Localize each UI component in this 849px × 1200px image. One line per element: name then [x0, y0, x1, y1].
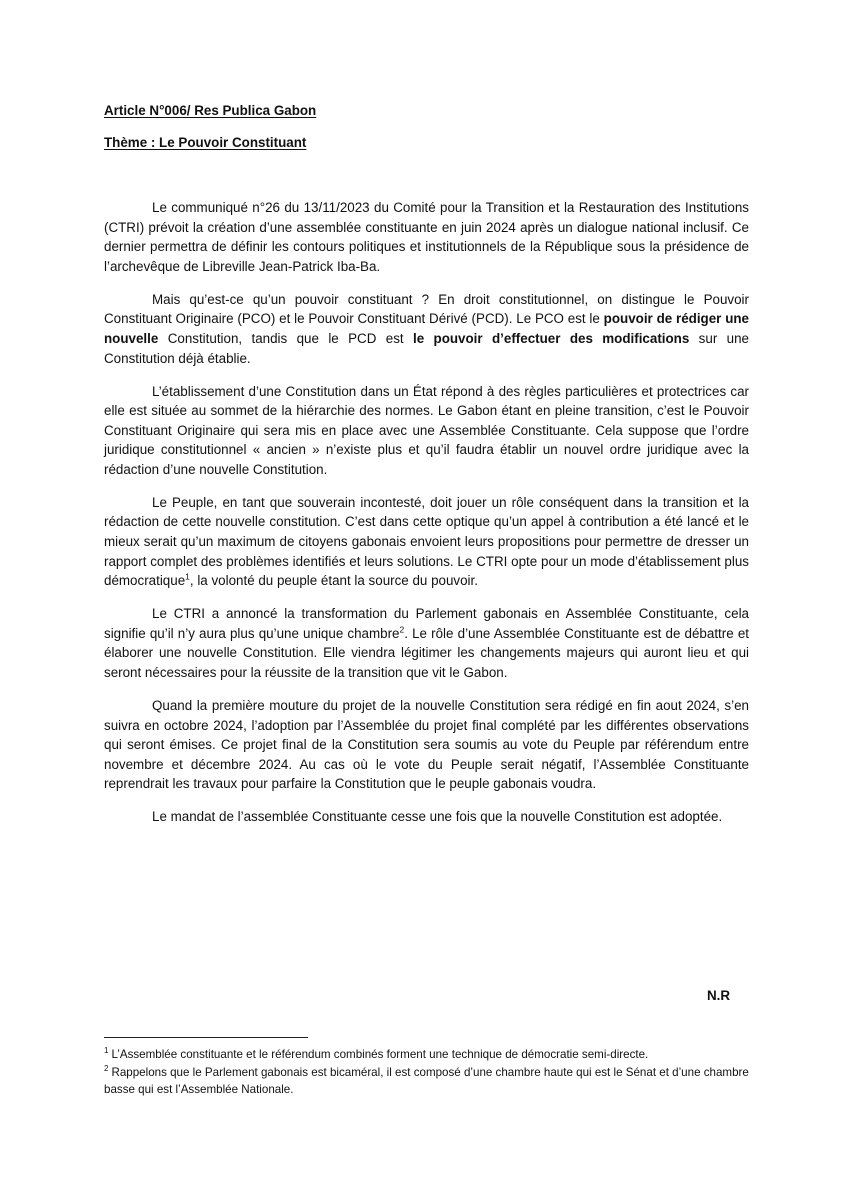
footnote-divider [104, 1037, 308, 1038]
paragraph-5-text-a: Le CTRI a annoncé la transformation du Parlement gabonais en Assemblée Constituante, cela signifie qu’il n’y aura plus qu’une unique chambre [104, 606, 749, 641]
footnote-ref-2[interactable]: 2 [399, 624, 405, 635]
paragraph-5-text-b: . Le rôle d’une Assemblée Constituante est de débattre et élaborer une nouvelle Constitution. Elle viendra légitimer les changements majeurs qui auront lieu et qui seront nécessaires pour la réussite de la transition que vit le Gabon. [104, 625, 749, 681]
paragraph-7: Le mandat de l’assemblée Constituante cesse une fois que la nouvelle Constitution est adoptée. [152, 809, 723, 825]
paragraph-4-text-a: Le Peuple, en tant que souverain incontesté, doit jouer un rôle conséquent dans la transition et la rédaction de cette nouvelle constitution. C’est dans cette optique qu’un appel à contribution a été lancé et le mieux serait qu’un maximum de citoyens gabonais envoient leurs propositions pour permettre de dresser un rapport complet des problèmes identifiés et leurs solutions. Le CTRI opte pour un mode d’établissement plus démocratique [104, 494, 749, 589]
paragraph-2-bold-b: le pouvoir d’effectuer des modifications [412, 330, 690, 346]
paragraph-6: Quand la première mouture du projet de la nouvelle Constitution sera rédigé en fin aout 2024, s’en suivra en octobre 2024, l’adoption par l’Assemblée du projet final complété par les différentes observations qui seront émises. Ce projet final de la Constitution sera soumis au vote du Peuple par référendum entre novembre et décembre 2024. Au cas où le vote du Peuple serait négatif, l’Assemblée Constituante reprendrait les travaux pour parfaire la Constitution que le peuple gabonais voudra. [104, 698, 749, 792]
footnote-number: 1 [104, 1046, 109, 1056]
article-body [104, 198, 749, 840]
footnote-number: 2 [104, 1063, 109, 1073]
author-signature: N.R [706, 988, 730, 1003]
paragraph-5 [104, 604, 749, 682]
paragraph-1: Le communiqué n°26 du 13/11/2023 du Comité pour la Transition et la Restauration des Institutions (CTRI) prévoit la création d’une assemblée constituante en juin 2024 après un dialogue national inclusif. Ce dernier permettra de définir les contours politiques et institutionnels de la République sous la présidence de l’archevêque de Libreville Jean-Patrick Iba-Ba. [104, 200, 749, 274]
paragraph-2-text-b: Constitution, tandis que le PCD est [158, 330, 413, 346]
footnote-text: L’Assemblée constituante et le référendum combinés forment une technique de démocratie semi-directe. [111, 1048, 649, 1061]
paragraph-4-text-b: , la volonté du peuple étant la source du pouvoir. [189, 573, 478, 589]
paragraph-2-bold-a: pouvoir de rédiger une nouvelle [104, 311, 749, 346]
paragraph-2-text-c: sur une Constitution déjà établie. [104, 330, 749, 366]
theme-title: Thème : Le Pouvoir Constituant [104, 135, 307, 150]
paragraph-4 [104, 493, 749, 591]
footnote-2 [104, 1064, 754, 1099]
footnote-1 [104, 1046, 754, 1064]
paragraph-3: L’établissement d’une Constitution dans un État répond à des règles particulières et protectrices car elle est située au sommet de la hiérarchie des normes. Le Gabon étant en pleine transition, c’est le Pouvoir Constituant Originaire qui sera mis en place avec une Assemblée Constituante. Cela suppose que l’ordre juridique constitutionnel « ancien » n’existe plus et qu’il faudra établir un nouvel ordre juridique avec la rédaction d’une nouvelle Constitution. [104, 383, 749, 477]
footnote-text: Rappelons que le Parlement gabonais est bicaméral, il est composé d’une chambre haute qui est le Sénat et d’une chambre basse qui est l’Assemblée Nationale. [104, 1065, 749, 1096]
article-title: Article N°006/ Res Publica Gabon [104, 103, 317, 118]
footnote-ref-1[interactable]: 1 [185, 571, 190, 582]
paragraph-2-text-a: Mais qu’est-ce qu’un pouvoir constituant ? En droit constitutionnel, on distingue le Pouvoir Constituant Originaire (PCO) et le Pouvoir Constituant Dérivé (PCD). Le PCO est le [104, 291, 749, 327]
paragraph-2 [104, 290, 749, 368]
footnotes [104, 1046, 754, 1099]
